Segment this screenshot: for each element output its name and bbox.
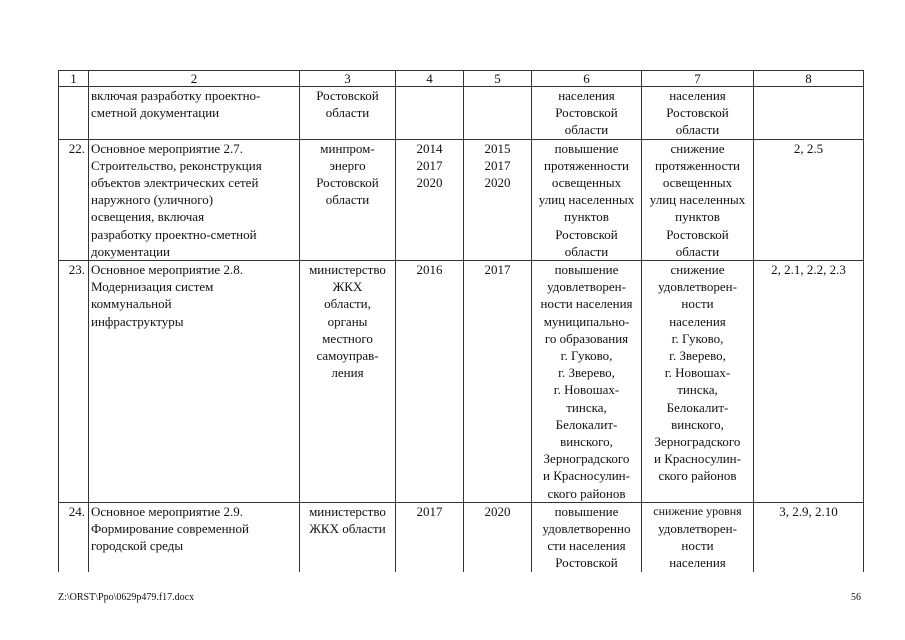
measure-name	[89, 139, 300, 260]
consequence-line: населения	[669, 88, 726, 103]
start-year-line: 2014	[416, 140, 443, 156]
table-row	[59, 261, 864, 503]
consequence-line: протяженности	[654, 157, 740, 173]
result-line: ского районов	[547, 485, 626, 501]
consequence-line: снижение уровня	[653, 503, 742, 518]
measure-name-line: наружного (уличного)	[91, 192, 214, 208]
start-year	[396, 261, 464, 503]
result-line: г. Зверево,	[558, 365, 615, 381]
file-path: Z:\ORST\Ppo\0629p479.f17.docx	[58, 592, 195, 603]
executor-line: самоуправ-	[316, 348, 379, 364]
result-line: Ростовской	[555, 226, 618, 242]
consequence-line: удовлетворен-	[658, 521, 737, 537]
start-year-line: 2017	[416, 503, 443, 519]
consequence-line: ского районов	[658, 468, 737, 484]
executor-line: области	[325, 105, 370, 121]
result-line: освещенных	[551, 175, 622, 191]
consequence-line: ности	[681, 538, 714, 554]
consequence-line: удовлетворен-	[658, 279, 737, 295]
start-year	[396, 502, 464, 571]
non-implementation-consequence	[642, 502, 754, 571]
executor-line: области	[325, 192, 370, 208]
executor-line: министерство	[309, 503, 386, 519]
header-cell: 6	[532, 71, 642, 87]
result-line: муниципально-	[543, 313, 630, 329]
executor-line: органы	[327, 313, 368, 329]
result-line: удовлетворен-	[547, 279, 626, 295]
executor-line: Ростовской	[316, 88, 379, 103]
page-number: 56	[851, 592, 861, 603]
measure-name-line: объектов электрических сетей	[91, 175, 259, 191]
row-number: 22.	[59, 139, 89, 260]
measure-name-line: Основное мероприятие 2.9.	[91, 503, 243, 519]
consequence-line: тинска,	[677, 382, 718, 398]
start-year-line: 2016	[416, 262, 443, 278]
start-year	[396, 139, 464, 260]
result-line: повышение	[554, 262, 619, 278]
end-year-line: 2017	[484, 157, 511, 173]
executor	[300, 502, 396, 571]
consequence-line: г. Новошах-	[664, 365, 731, 381]
end-year-line: 2020	[484, 503, 511, 519]
executor-line: Ростовской	[316, 175, 379, 191]
measure-name-line: Модернизация систем	[91, 279, 214, 295]
measure-name-line: Основное мероприятие 2.7.	[91, 140, 243, 156]
non-implementation-consequence	[642, 139, 754, 260]
executor-line: ЖКХ области	[309, 521, 386, 537]
expected-result	[532, 87, 642, 140]
expected-result	[532, 261, 642, 503]
header-cell: 1	[59, 71, 89, 87]
result-line: Зерноградского	[543, 451, 630, 467]
consequence-line: винского,	[671, 416, 724, 432]
result-line: повышение	[554, 140, 619, 156]
row-number: 23.	[59, 261, 89, 503]
executor	[300, 87, 396, 140]
executor-line: министерство	[309, 262, 386, 278]
measure-name-line: разработку проектно-сметной	[91, 226, 257, 242]
table-row	[59, 87, 864, 140]
consequence-line: Зерноградского	[654, 434, 741, 450]
result-line: сти населения	[547, 538, 626, 554]
executor-line: местного	[322, 330, 373, 346]
row-number	[59, 87, 89, 140]
non-implementation-consequence	[642, 87, 754, 140]
end-year-line: 2017	[484, 262, 511, 278]
measure-name-line: Строительство, реконструкция	[91, 157, 262, 173]
header-cell: 2	[89, 71, 300, 87]
result-line: населения	[558, 88, 615, 103]
indicator-link: 2, 2.5	[754, 139, 864, 260]
consequence-line: населения	[669, 313, 726, 329]
end-year	[464, 502, 532, 571]
consequence-line: г. Гуково,	[671, 330, 724, 346]
result-line: повышение	[554, 503, 619, 519]
consequence-line: области	[675, 243, 720, 259]
measure-name-line: Формирование современной	[91, 521, 249, 537]
consequence-line: улиц населенных	[649, 192, 746, 208]
end-year	[464, 139, 532, 260]
result-line: ности населения	[540, 296, 633, 312]
measure-name	[89, 261, 300, 503]
measures-table	[58, 70, 864, 572]
result-line: го образования	[544, 330, 629, 346]
result-line: Белокалит-	[555, 416, 618, 432]
measure-name-line: документации	[91, 243, 171, 259]
measure-name-line: коммунальной	[91, 296, 172, 312]
consequence-line: снижение	[670, 262, 725, 278]
header-cell: 8	[754, 71, 864, 87]
end-year	[464, 87, 532, 140]
measure-name	[89, 87, 300, 140]
measure-name-line: городской среды	[91, 538, 184, 554]
executor-line: ЖКХ	[332, 279, 363, 295]
indicator-link: 3, 2.9, 2.10	[754, 502, 864, 571]
non-implementation-consequence	[642, 261, 754, 503]
consequence-line: области	[675, 122, 720, 138]
consequence-line: снижение	[670, 140, 725, 156]
measure-name-line: Основное мероприятие 2.8.	[91, 262, 243, 278]
indicator-link	[754, 87, 864, 140]
result-line: протяженности	[543, 157, 629, 173]
end-year-line: 2020	[484, 175, 511, 191]
start-year-line: 2017	[416, 157, 443, 173]
result-line: улиц населенных	[538, 192, 635, 208]
executor	[300, 261, 396, 503]
table-row	[59, 139, 864, 260]
end-year-line: 2015	[484, 140, 511, 156]
result-line: удовлетворенно	[542, 521, 631, 537]
indicator-link: 2, 2.1, 2.2, 2.3	[754, 261, 864, 503]
consequence-line: Ростовской	[666, 105, 729, 121]
table-row	[59, 502, 864, 571]
measure-name	[89, 502, 300, 571]
result-line: и Красносулин-	[543, 468, 630, 484]
expected-result	[532, 502, 642, 571]
result-line: пунктов	[564, 209, 609, 225]
measure-name-line: включая разработку проектно-	[91, 88, 261, 103]
start-year	[396, 87, 464, 140]
row-number: 24.	[59, 502, 89, 571]
executor-line: минпром-	[320, 140, 375, 156]
measure-name-line: инфраструктуры	[91, 313, 184, 329]
expected-result	[532, 139, 642, 260]
consequence-line: населения	[669, 555, 726, 571]
consequence-line: пунктов	[675, 209, 720, 225]
result-line: области	[564, 122, 609, 138]
header-cell: 4	[396, 71, 464, 87]
executor-line: ления	[331, 365, 364, 381]
header-cell: 7	[642, 71, 754, 87]
consequence-line: г. Зверево,	[669, 348, 726, 364]
result-line: тинска,	[566, 399, 607, 415]
end-year	[464, 261, 532, 503]
consequence-line: и Красносулин-	[654, 451, 741, 467]
executor-line: энерго	[329, 157, 366, 173]
header-cell: 3	[300, 71, 396, 87]
executor-line: области,	[324, 296, 371, 312]
consequence-line: Белокалит-	[666, 399, 729, 415]
column-number-header	[59, 71, 864, 87]
result-line: области	[564, 243, 609, 259]
result-line: винского,	[560, 434, 613, 450]
measure-name-line: освещения, включая	[91, 209, 205, 225]
result-line: г. Гуково,	[560, 348, 613, 364]
consequence-line: ности	[681, 296, 714, 312]
result-line: г. Новошах-	[553, 382, 620, 398]
start-year-line: 2020	[416, 175, 443, 191]
consequence-line: освещенных	[662, 175, 733, 191]
result-line: Ростовской	[555, 105, 618, 121]
measure-name-line: сметной документации	[91, 105, 220, 121]
header-cell: 5	[464, 71, 532, 87]
consequence-line: Ростовской	[666, 226, 729, 242]
executor	[300, 139, 396, 260]
result-line: Ростовской	[555, 555, 618, 571]
